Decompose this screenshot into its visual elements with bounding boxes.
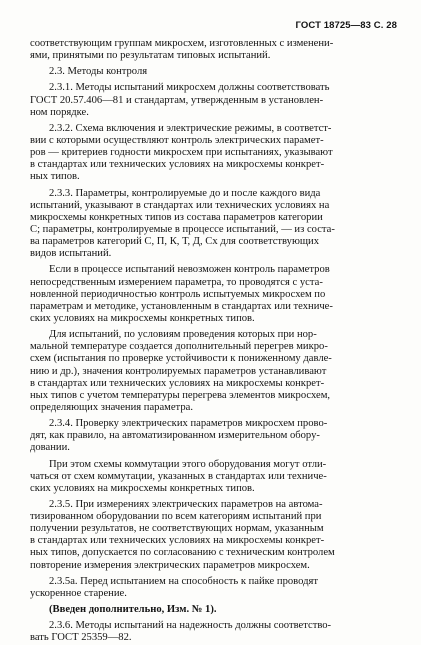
text-line: ских условиях на микросхемы конкретных типов. <box>30 482 255 494</box>
text-line: ных типов. <box>30 171 80 183</box>
text-line: Для испытаний, по условиям проведения которых при нор- <box>49 329 317 341</box>
text-line: 2.3.2. Схема включения и электрические режимы, в соответст- <box>49 122 332 134</box>
text-line: При этом схемы коммутации этого оборудования могут отли- <box>49 458 327 470</box>
text-line: 2.3.1. Методы испытаний микросхем должны соответствовать <box>49 82 330 94</box>
text-line: непосредственным измерением параметра, то проводятся с уста- <box>30 276 323 288</box>
text-line: С; параметры, контролируемые в процессе испытаний, — из соста- <box>30 223 335 235</box>
text-line: тизированном оборудовании по всем категориям испытаний при <box>30 511 322 523</box>
text-line: в стандартах или технических условиях на микросхемы конкрет- <box>30 159 325 171</box>
text-line: 2.3.3. Параметры, контролируемые до и после каждого вида <box>49 187 321 199</box>
text-line: микросхемы конкретных типов из состава параметров категории <box>30 211 323 223</box>
text-line: 2.3.5а. Перед испытанием на способность к пайке проводят <box>49 575 318 587</box>
text-line: довании. <box>30 442 70 454</box>
text-line: ров — критериев годности микросхем при испытаниях, указывают <box>30 147 333 159</box>
text-line: ГОСТ 20.57.406—81 и стандартам, утвержденным в установлен- <box>30 94 324 106</box>
text-line: 2.3.5. При измерениях электрических параметров на автома- <box>49 498 323 510</box>
text-line: получении результатов, не соответствующих нормам, указанным <box>30 523 324 535</box>
text-line: нию и др.), значения контролируемых параметров устанавливают <box>30 365 327 377</box>
page-header: ГОСТ 18725—83 С. 28 <box>295 20 397 31</box>
text-line: повторение измерения электрических параметров микросхем. <box>30 559 310 571</box>
text-line: ями, принятыми по результатам типовых испытаний. <box>30 50 271 62</box>
text-line: ных типов с учетом температуры перегрева элементов микросхем, <box>30 389 331 401</box>
body-text <box>30 38 398 644</box>
text-line: 2.3.6. Методы испытаний на надежность должны соответство- <box>49 620 332 632</box>
text-line: вать ГОСТ 25359—82. <box>30 632 132 644</box>
text-line: схем (испытания по проверке устойчивости к пониженному давле- <box>30 353 332 365</box>
text-line: новленной периодичностью контроль испытуемых микросхем по <box>30 288 326 300</box>
text-line: мальной температуре создается дополнительный перегрев микро- <box>30 341 328 353</box>
text-line: в стандартах или технических условиях на микросхемы конкрет- <box>30 535 325 547</box>
text-line: вии с которыми осуществляют контроль электрических парамет- <box>30 134 324 146</box>
text-line: ва параметров категорий С, П, К, Т, Д, Сх для соответствующих <box>30 236 320 248</box>
text-line: видов испытаний. <box>30 248 112 260</box>
text-line: соответствующим группам микросхем, изготовленных с изменени- <box>30 38 334 49</box>
text-line: 2.3. Методы контроля <box>49 66 148 78</box>
text-line: Если в процессе испытаний невозможен контроль параметров <box>49 264 330 276</box>
text-line: ских условиях на микросхемы конкретных типов. <box>30 312 255 324</box>
text-line: дят, как правило, на автоматизированном измерительном обору- <box>30 430 320 442</box>
text-line: определяющих значения параметра. <box>30 401 193 413</box>
text-line: параметрам и методике, установленным в стандартах или техниче- <box>30 300 333 312</box>
text-line: в стандартах или технических условиях на микросхемы конкрет- <box>30 377 325 389</box>
text-line: чаться от схем коммутации, указанных в стандартах или техниче- <box>30 470 327 482</box>
text-line: испытаний, указывают в стандартах или технических условиях на <box>30 199 330 211</box>
text-line: ускоренное старение. <box>30 587 127 599</box>
text-line: ных типов, допускается по согласованию с техническим контролем <box>30 547 335 559</box>
text-line: (Введен дополнительно, Изм. № 1). <box>49 604 217 616</box>
text-line: ном порядке. <box>30 106 89 118</box>
text-line: 2.3.4. Проверку электрических параметров микросхем прово- <box>49 418 328 430</box>
